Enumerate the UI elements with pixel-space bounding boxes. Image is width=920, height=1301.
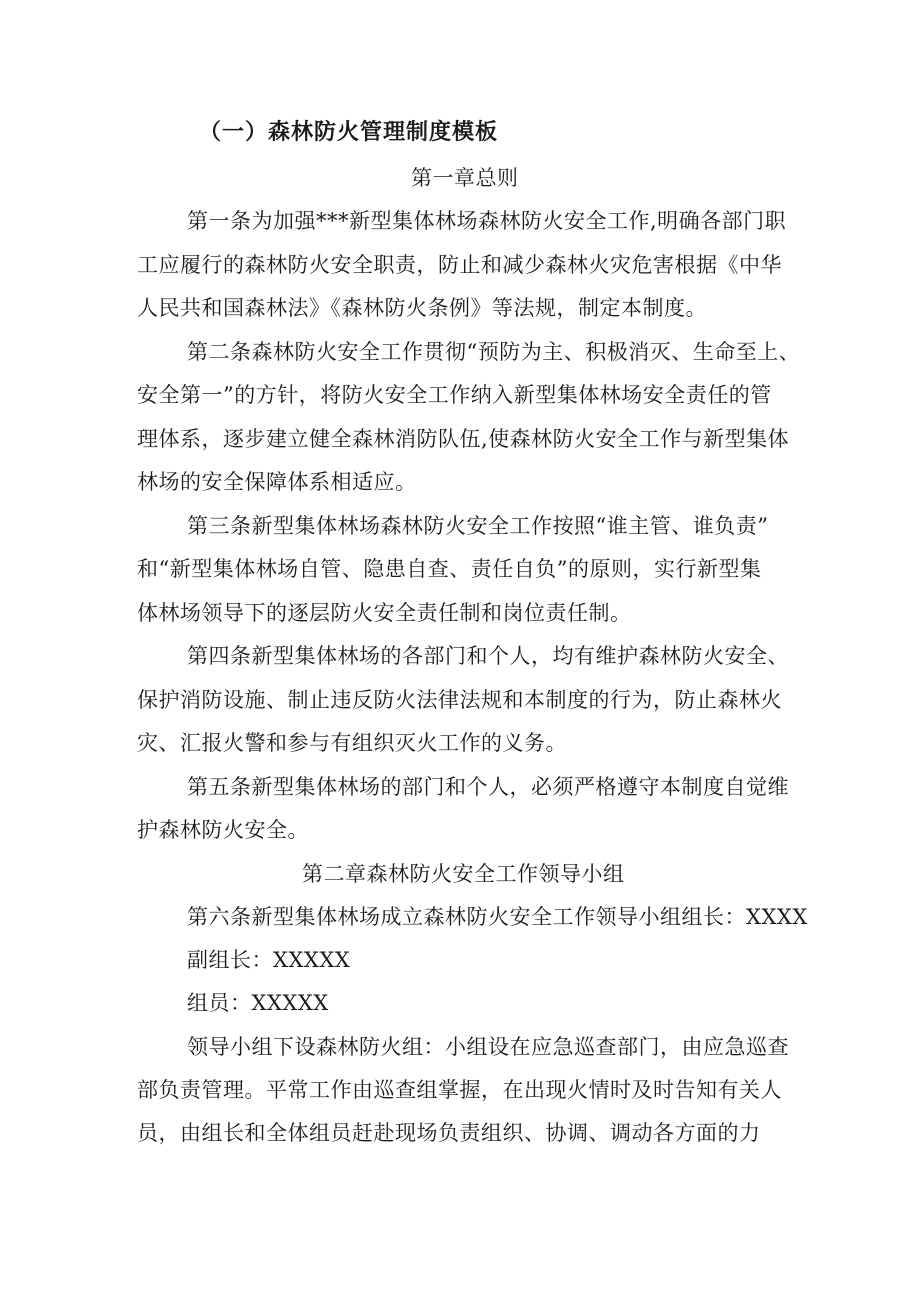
paragraph-line: 组员：XXXXX <box>187 991 329 1015</box>
paragraph-line: 理体系，逐步建立健全森林消防队伍,使森林防火安全工作与新型集体 <box>137 427 790 451</box>
paragraph-line: 第四条新型集体林场的各部门和个人，均有维护森林防火安全、 <box>187 644 789 668</box>
paragraph-line: 护森林防火安全。 <box>137 818 309 842</box>
paragraph-line: 副组长：XXXXX <box>187 948 351 972</box>
paragraph-line: 员，由组长和全体组员赶赴现场负责组织、协调、调动各方面的力 <box>137 1121 761 1145</box>
paragraph-line: 工应履行的森林防火安全职责，防止和减少森林火灾危害根据《中华 <box>137 253 782 277</box>
paragraph-line: 灾、汇报火警和参与有组织灭火工作的义务。 <box>137 731 567 755</box>
paragraph-line: 林场的安全保障体系相适应。 <box>137 470 417 494</box>
paragraph-line: 第三条新型集体林场森林防火安全工作按照“谁主管、谁负责” <box>187 514 769 538</box>
section-title: （一）森林防火管理制度模板 <box>199 119 499 145</box>
paragraph-line: 第二条森林防火安全工作贯彻“预防为主、积极消灭、生命至上、 <box>187 340 801 364</box>
paragraph-line: 领导小组下设森林防火组：小组设在应急巡查部门，由应急巡查 <box>187 1035 789 1059</box>
paragraph-line: 体林场领导下的逐层防火安全责任制和岗位责任制。 <box>137 601 632 625</box>
paragraph-line: 第一条为加强***新型集体林场森林防火安全工作,明确各部门职 <box>187 209 787 233</box>
paragraph-line: 和“新型集体林场自管、隐患自查、责任自负”的原则，实行新型集 <box>137 557 762 581</box>
paragraph-line: 部负责管理。平常工作由巡查组掌握，在出现火情时及时告知有关人 <box>137 1078 782 1102</box>
paragraph-line: 人民共和国森林法》《森林防火条例》等法规，制定本制度。 <box>137 296 707 320</box>
chapter-heading: 第一章总则 <box>411 166 519 190</box>
chapter-heading: 第二章森林防火安全工作领导小组 <box>302 862 625 886</box>
paragraph-line: 保护消防设施、制止违反防火法律法规和本制度的行为，防止森林火 <box>137 688 782 712</box>
paragraph-line: 第五条新型集体林场的部门和个人，必须严格遵守本制度自觉维 <box>187 775 789 799</box>
paragraph-line: 安全第一”的方针，将防火安全工作纳入新型集体林场安全责任的管 <box>137 383 772 407</box>
paragraph-line: 第六条新型集体林场成立森林防火安全工作领导小组组长：XXXX <box>187 905 808 929</box>
